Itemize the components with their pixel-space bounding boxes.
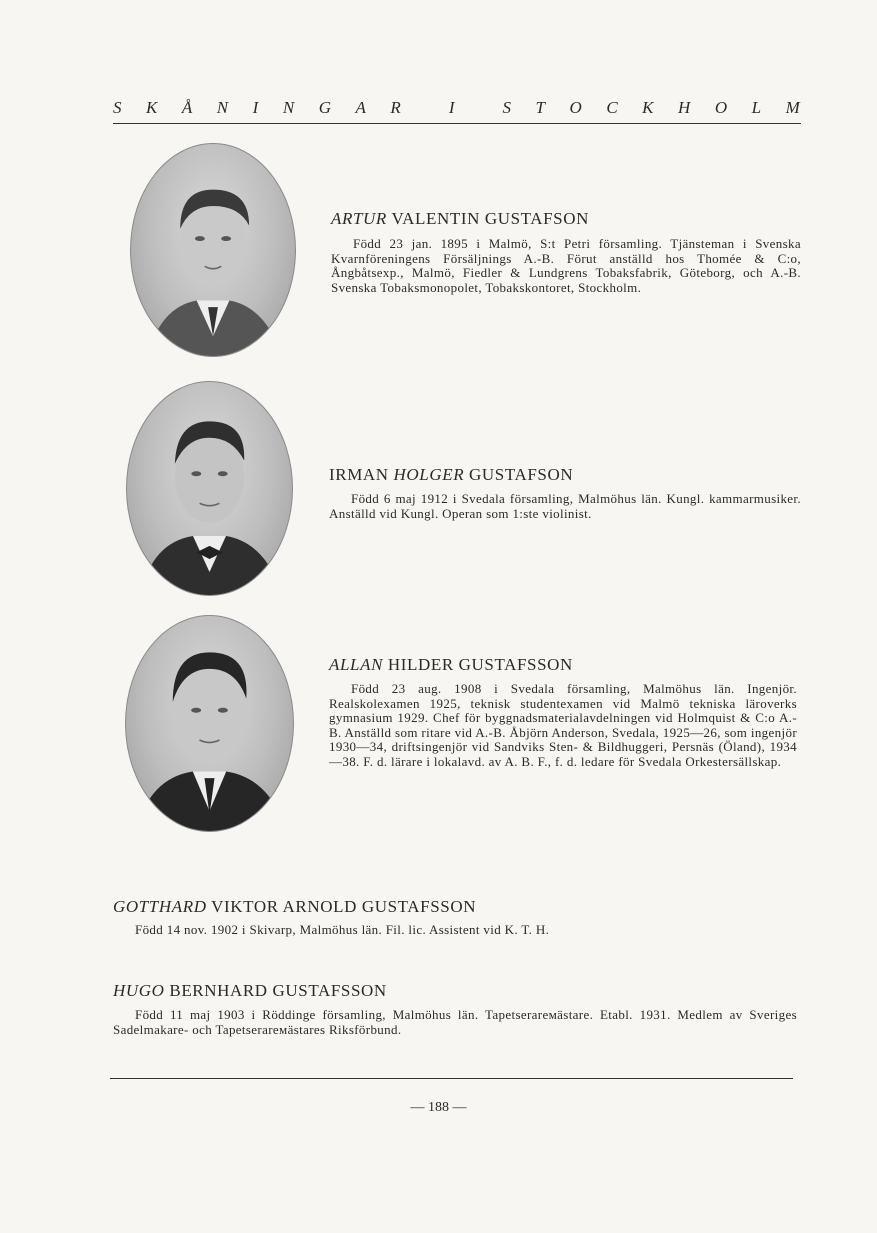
header-rule [113, 123, 801, 124]
header-letter: G [318, 98, 332, 117]
header-letter: K [642, 98, 655, 117]
header-letter: I [448, 98, 456, 117]
person-bio: Född 23 aug. 1908 i Svedala församling, Malmöhus län. Ingenjör. Realskolexamen 1925, teknisk studentexamen vid Malmö tekniska läroverks gymnasium 1929. Chef för byggnadsmaterialavdelningen vid Holmquist & C:o A.-B. Anställd som ritare vid A.-B. Åbjörn Anderson, Svedala, 1925—26, som ingenjör 1930—34, driftsingenjör vid Sandviks Sten- & Bildhuggeri, Persnäs (Öland), 1934—38. F. d. lärare i lokalavd. av A. B. F., f. d. ledare för Svedala Orkestersällskap. [329, 681, 797, 769]
header-letter: M [785, 98, 801, 117]
name-rest: HILDER GUSTAFSSON [387, 655, 573, 674]
portrait-figure-icon [126, 616, 293, 831]
header-letter: I [252, 98, 260, 117]
person-bio: Född 11 maj 1903 i Röddinge församling, Malmöhus län. Tapetserarемästare. Etabl. 1931. Medlem av Sveriges Sadelmakare- och Tapetserarемästares Riksförbund. [113, 1007, 797, 1037]
person-name [113, 981, 387, 1001]
name-italic: GOTTHARD [113, 897, 207, 916]
person-bio: Född 23 jan. 1895 i Malmö, S:t Petri församling. Tjänsteman i Svenska Kvarnföreningens Försäljnings A.-B. Förut anställd hos Thomée & C:o, Ångbåtsexp., Malmö, Fiedler & Lundgrens Tobaksfabrik, Göteborg, och A.-B. Svenska Tobaksmonopolet, Tobakskontoret, Stockholm. [331, 236, 801, 295]
name-italic: ALLAN [329, 655, 384, 674]
header-letter: K [146, 98, 159, 117]
header-letter: N [282, 98, 296, 117]
person-name [331, 209, 589, 229]
header-letter: C [606, 98, 619, 117]
portrait-figure-icon [131, 144, 295, 356]
name-italic: HOLGER [393, 465, 465, 484]
header-letter: Å [181, 98, 194, 117]
page-number: — 188 — [410, 1100, 467, 1115]
header-letter: H [678, 98, 692, 117]
portrait-figure-icon [127, 382, 292, 595]
header-letter: S [502, 98, 513, 117]
running-header [113, 98, 801, 118]
header-letter: T [535, 98, 546, 117]
person-bio: Född 14 nov. 1902 i Skivarp, Malmöhus län. Fil. lic. Assistent vid K. T. H. [135, 922, 550, 937]
header-letter: O [569, 98, 583, 117]
portrait-photo [125, 615, 294, 832]
header-letter: O [714, 98, 729, 117]
name-rest: VIKTOR ARNOLD GUSTAFSSON [211, 897, 477, 916]
name-italic: ARTUR [331, 209, 387, 228]
header-letter: L [751, 98, 763, 117]
header-letter: R [390, 98, 402, 117]
footer-rule [110, 1078, 793, 1079]
portrait-photo [126, 381, 293, 596]
person-name [113, 897, 476, 917]
header-letter: A [355, 98, 367, 117]
name-italic: HUGO [113, 981, 165, 1000]
name-rest: BERNHARD GUSTAFSSON [169, 981, 387, 1000]
name-pre: IRMAN [329, 465, 389, 484]
person-name [329, 655, 573, 675]
portrait-photo [130, 143, 296, 357]
name-rest: VALENTIN GUSTAFSON [391, 209, 589, 228]
name-rest: GUSTAFSON [469, 465, 574, 484]
person-name [329, 465, 573, 485]
header-letter: N [216, 98, 230, 117]
header-letter: S [113, 98, 123, 117]
person-bio: Född 6 maj 1912 i Svedala församling, Malmöhus län. Kungl. kammarmusiker. Anställd vid Kungl. Operan som 1:ste violinist. [329, 491, 801, 521]
